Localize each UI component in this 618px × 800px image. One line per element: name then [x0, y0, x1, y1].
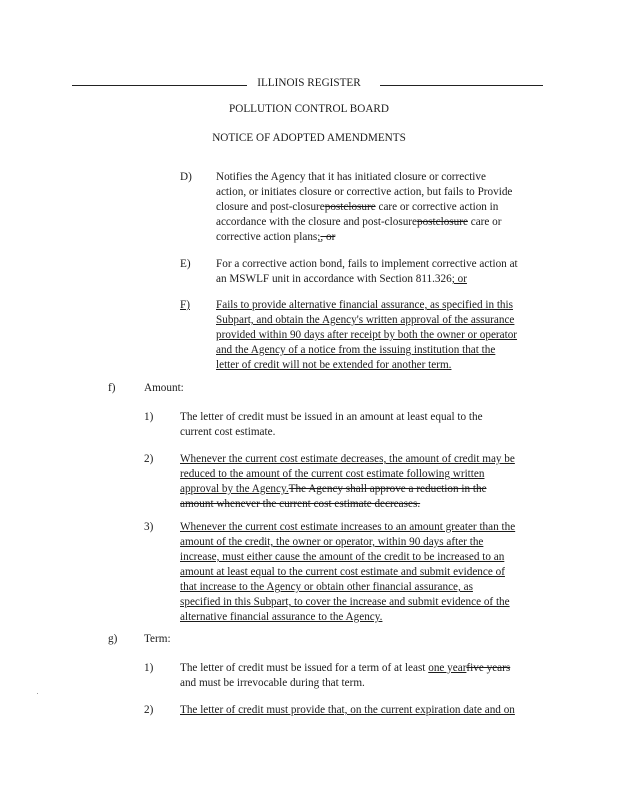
- item-f-sub-label: F): [180, 299, 190, 311]
- item-d-l4-rest: care or: [467, 216, 502, 228]
- item-e-line-2: [216, 272, 467, 287]
- term-p1-line-2: and must be irrevocable during that term.: [180, 677, 365, 689]
- item-d-l3-rest: care or corrective action in: [375, 201, 499, 213]
- item-f-sub-line-2: Subpart, and obtain the Agency's written approval of the assurance: [216, 314, 515, 326]
- amount-p3-line-7: alternative financial assurance to the Agency.: [180, 611, 383, 623]
- item-d-l5-struck: , or: [320, 231, 336, 243]
- item-e-l2-text: an MSWLF unit in accordance with Section 811.326: [216, 273, 452, 285]
- term-p1-line-1: [180, 661, 510, 676]
- amount-p3-line-5: that increase to the Agency or obtain other financial assurance, as: [180, 581, 473, 593]
- amount-label: f): [108, 382, 116, 394]
- amount-p3-line-6: specified in this Subpart, to cover the increase and submit evidence of the: [180, 596, 510, 608]
- amount-p1-line-1: The letter of credit must be issued in an amount at least equal to the: [180, 411, 483, 423]
- term-label: g): [108, 633, 118, 645]
- amount-p3-line-4: amount at least equal to the current cost estimate and submit evidence of: [180, 566, 505, 578]
- amount-p1-line-2: current cost estimate.: [180, 426, 276, 438]
- amount-p2-l3-struck: The Agency shall approve a reduction in the: [288, 483, 487, 495]
- notice-title: NOTICE OF ADOPTED AMENDMENTS: [212, 132, 406, 144]
- item-f-sub-line-5: letter of credit will not be extended for another term.: [216, 359, 452, 371]
- item-d-l4-text: accordance with the closure and post-closure: [216, 216, 417, 228]
- term-title: Term:: [144, 633, 171, 645]
- item-d-line-1: Notifies the Agency that it has initiated closure or corrective: [216, 171, 486, 183]
- item-d-line-5: [216, 230, 335, 245]
- amount-p2-line-4: amount whenever the current cost estimate decreases.: [180, 498, 421, 510]
- amount-p3-label: 3): [144, 521, 154, 533]
- item-d-line-2: action, or initiates closure or corrective action, but fails to Provide: [216, 186, 513, 198]
- item-f-sub-line-3: provided within 90 days after receipt by both the owner or operator: [216, 329, 518, 341]
- amount-p2-l3-inserted: approval by the Agency.: [180, 483, 289, 495]
- item-d-l4-struck: postclosure: [416, 216, 468, 228]
- amount-p2-line-3: [180, 482, 487, 497]
- amount-p2-line-1: Whenever the current cost estimate decreases, the amount of credit may be: [180, 453, 515, 465]
- item-e-line-1: For a corrective action bond, fails to implement corrective action at: [216, 258, 518, 270]
- item-d-label: D): [180, 171, 192, 183]
- amount-p3-line-3: increase, must either cause the amount of the credit to be increased to an: [180, 551, 505, 563]
- term-p1-l1-struck: five years: [466, 662, 511, 674]
- amount-p1-label: 1): [144, 411, 154, 423]
- scan-speck: [37, 693, 38, 694]
- item-d-l3-struck: postclosure: [324, 201, 376, 213]
- item-d-line-3: [216, 200, 498, 215]
- item-d-line-4: [216, 215, 502, 230]
- item-e-l2-inserted: ; or: [451, 273, 467, 285]
- item-d-l5-text: corrective action plans: [216, 231, 318, 243]
- term-p2-label: 2): [144, 704, 154, 716]
- item-d-l3-text: closure and post-closure: [216, 201, 325, 213]
- register-title: ILLINOIS REGISTER: [257, 77, 361, 89]
- term-p1-l1-inserted: one year: [428, 662, 467, 674]
- amount-p3-line-1: Whenever the current cost estimate increases to an amount greater than the: [180, 521, 516, 533]
- item-d-l5-inserted: ;: [317, 231, 321, 243]
- term-p1-label: 1): [144, 662, 154, 674]
- item-f-sub-line-4: and the Agency of a notice from the issuing institution that the: [216, 344, 496, 356]
- item-f-sub-line-1: Fails to provide alternative financial assurance, as specified in this: [216, 299, 513, 311]
- board-title: POLLUTION CONTROL BOARD: [229, 103, 389, 115]
- term-p1-l1-text: The letter of credit must be issued for a term of at least: [180, 662, 429, 674]
- amount-p3-line-2: amount of the credit, the owner or operator, within 90 days after the: [180, 536, 484, 548]
- item-e-label: E): [180, 258, 191, 270]
- amount-p2-line-2: reduced to the amount of the current cost estimate following written: [180, 468, 485, 480]
- amount-title: Amount:: [144, 382, 184, 394]
- amount-p2-label: 2): [144, 453, 154, 465]
- term-p2-line-1: The letter of credit must provide that, on the current expiration date and on: [180, 704, 515, 716]
